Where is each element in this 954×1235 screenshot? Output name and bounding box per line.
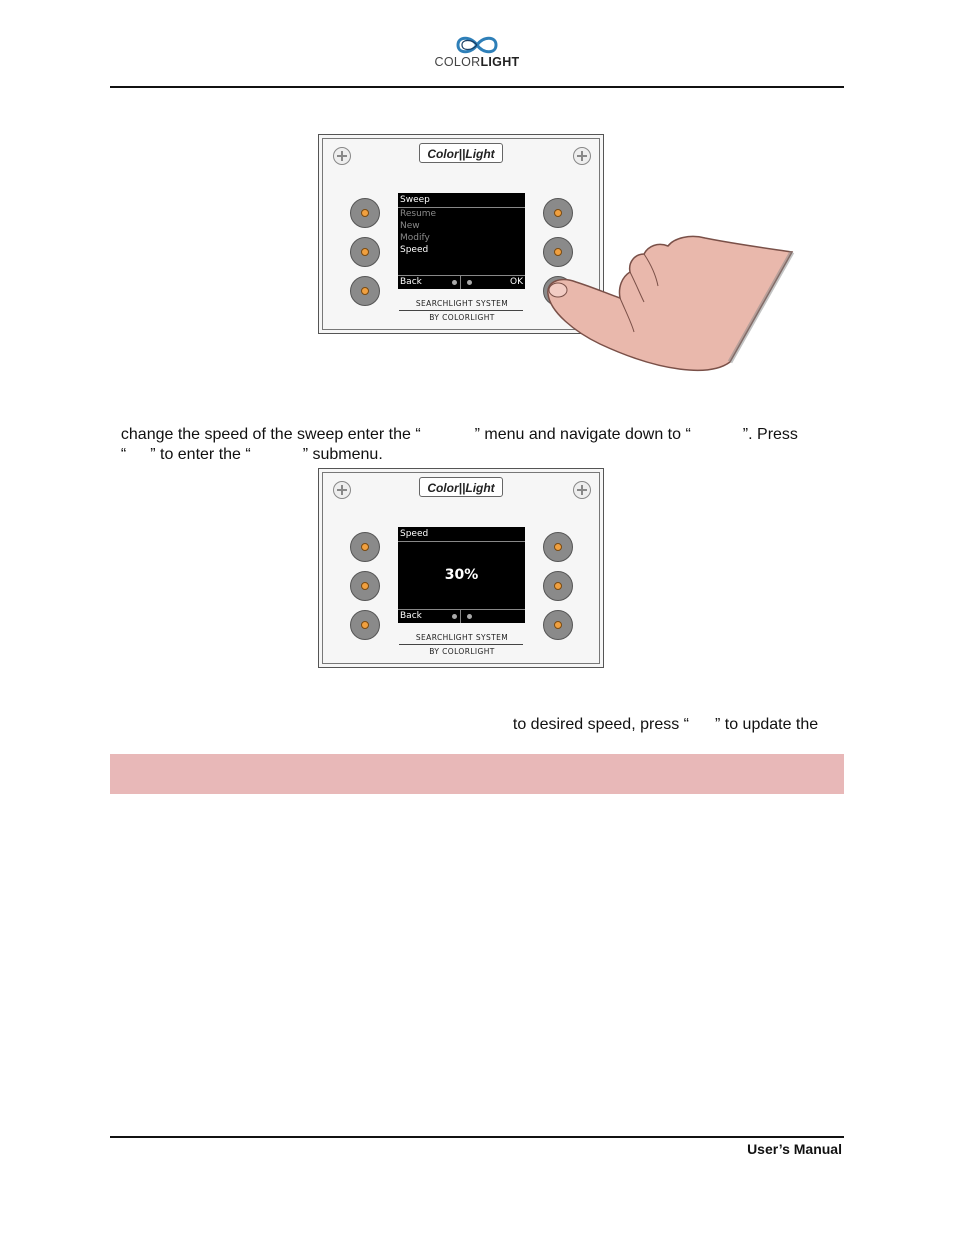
menu-item-resume[interactable]: Resume — [400, 209, 437, 219]
right-button-1[interactable] — [543, 532, 573, 562]
button-led-icon — [554, 621, 562, 629]
screen-title: Sweep — [400, 195, 430, 205]
text-fragment: change the speed of the sweep enter the “ — [120, 426, 421, 443]
system-label: SEARCHLIGHT SYSTEM — [415, 633, 509, 642]
right-button-1[interactable] — [543, 198, 573, 228]
menu-item-new[interactable]: New — [400, 221, 420, 231]
brand-logo — [420, 55, 534, 69]
left-button-2[interactable] — [350, 237, 380, 267]
logo-text-bold: LIGHT — [480, 55, 520, 69]
control-panel-speed — [318, 468, 604, 668]
section-highlight-bar — [110, 754, 844, 794]
screen-title: Speed — [400, 529, 429, 539]
screw-icon — [573, 481, 591, 499]
screen-back-label: Back — [400, 611, 422, 621]
right-button-3[interactable] — [543, 610, 573, 640]
system-sublabel: BY COLORLIGHT — [429, 313, 495, 322]
footer-divider — [460, 609, 461, 623]
left-button-1[interactable] — [350, 198, 380, 228]
screw-icon — [333, 481, 351, 499]
screen-divider — [398, 541, 525, 542]
footer-dot-icon — [467, 280, 472, 285]
button-led-icon — [361, 621, 369, 629]
button-led-icon — [361, 543, 369, 551]
text-fragment: “ — [120, 446, 127, 463]
text-fragment: ” to enter the “ — [150, 446, 251, 463]
screen-back-label: Back — [400, 277, 422, 287]
pointing-hand-icon — [540, 232, 800, 377]
system-label: SEARCHLIGHT SYSTEM — [415, 299, 509, 308]
menu-item-speed[interactable]: Speed — [400, 245, 429, 255]
left-button-2[interactable] — [350, 571, 380, 601]
footer-dot-icon — [467, 614, 472, 619]
button-led-icon — [361, 248, 369, 256]
header-rule — [110, 86, 844, 88]
logo-text-thin: COLOR — [434, 55, 481, 69]
text-fragment: ”. Press — [742, 426, 798, 443]
button-led-icon — [361, 209, 369, 217]
infinity-icon — [454, 34, 500, 56]
button-led-icon — [554, 209, 562, 217]
lcd-screen — [398, 193, 525, 289]
footer-rule — [110, 1136, 844, 1138]
screen-footer-divider — [398, 275, 525, 276]
text-fragment: to desired speed, press “ — [512, 716, 689, 733]
screen-ok-label: OK — [510, 277, 523, 287]
screw-icon — [333, 147, 351, 165]
button-led-icon — [554, 582, 562, 590]
text-fragment: ” to update the — [714, 716, 819, 733]
text-fragment: ” menu and navigate down to “ — [474, 426, 691, 443]
menu-item-modify[interactable]: Modify — [400, 233, 430, 243]
lcd-screen — [398, 527, 525, 623]
footer-divider — [460, 275, 461, 289]
left-button-3[interactable] — [350, 276, 380, 306]
screen-footer-divider — [398, 609, 525, 610]
system-sublabel: BY COLORLIGHT — [429, 647, 495, 656]
left-button-3[interactable] — [350, 610, 380, 640]
footer-dot-icon — [452, 280, 457, 285]
instruction-line-3 — [504, 695, 818, 735]
footer-dot-icon — [452, 614, 457, 619]
right-button-2[interactable] — [543, 571, 573, 601]
panel-brand-badge: Color||Light — [419, 143, 503, 163]
left-button-1[interactable] — [350, 532, 380, 562]
system-label-rule — [399, 644, 523, 645]
button-led-icon — [554, 543, 562, 551]
screw-icon — [573, 147, 591, 165]
button-led-icon — [361, 287, 369, 295]
footer-label: User’s Manual — [747, 1141, 842, 1157]
panel-brand-badge: Color||Light — [419, 477, 503, 497]
text-fragment: ” submenu. — [302, 446, 383, 463]
screen-divider — [398, 207, 525, 208]
system-label-rule — [399, 310, 523, 311]
instruction-line-2 — [112, 425, 383, 465]
speed-value: 30% — [444, 567, 479, 583]
button-led-icon — [361, 582, 369, 590]
